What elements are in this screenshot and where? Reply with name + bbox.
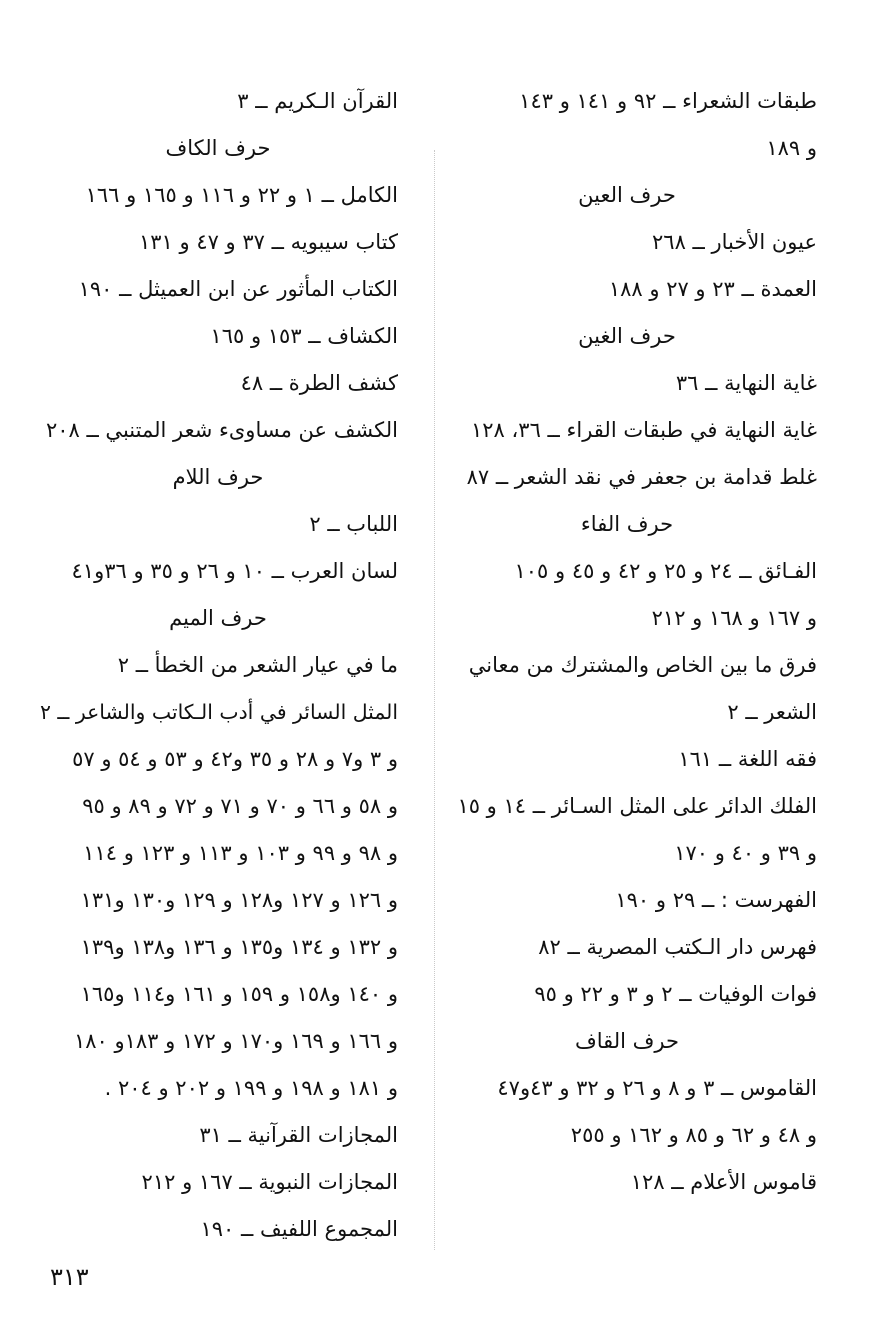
left-entry-continuation: و ٩٨ و ٩٩ و ١٠٣ و ١١٣ و ١٢٣ و ١١٤: [83, 841, 398, 865]
left-index-entry: القرآن الـكريم ــ ٣: [237, 89, 398, 113]
left-section-heading: حرف اللام: [172, 465, 264, 489]
left-entry-continuation: و ١٨١ و ١٩٨ و ١٩٩ و ٢٠٢ و ٢٠٤ .: [104, 1076, 398, 1100]
right-entry-continuation: و ١٨٩: [766, 136, 817, 160]
left-index-entry: المجازات النبوية ــ ١٦٧ و ٢١٢: [141, 1170, 398, 1194]
right-index-entry: قاموس الأعلام ــ ١٢٨: [630, 1170, 817, 1194]
right-index-entry: الفـائق ــ ٢٤ و ٢٥ و ٤٢ و ٤٥ و ١٠٥: [514, 559, 817, 583]
right-index-entry: غاية النهاية ــ ٣٦: [675, 371, 817, 395]
left-section-heading: حرف الكاف: [165, 136, 271, 160]
right-index-entry: الفلك الدائر على المثل السـائر ــ ١٤ و ١٥: [457, 794, 817, 818]
right-entry-continuation: و ١٦٧ و ١٦٨ و ٢١٢: [651, 606, 817, 630]
left-column: [38, 78, 398, 1253]
left-index-entry: لسان العرب ــ ١٠ و ٢٦ و ٣٥ و ٣٦و٤١: [71, 559, 398, 583]
right-index-entry: فقه اللغة ــ ١٦١: [678, 747, 817, 771]
left-index-entry: الكامل ــ ١ و ٢٢ و ١١٦ و ١٦٥ و ١٦٦: [85, 183, 398, 207]
left-index-entry: الكشاف ــ ١٥٣ و ١٦٥: [210, 324, 398, 348]
left-index-entry: المثل السائر في أدب الـكاتب والشاعر ــ ٢: [40, 700, 398, 724]
left-entry-continuation: و ١٦٦ و ١٦٩ و١٧٠ و ١٧٢ و ١٨٣و ١٨٠: [73, 1029, 398, 1053]
right-column: [437, 78, 817, 1206]
right-entry-continuation: و ٣٩ و ٤٠ و ١٧٠: [674, 841, 817, 865]
right-index-entry: غلط قدامة بن جعفر في نقد الشعر ــ ٨٧: [466, 465, 817, 489]
left-index-entry: الكشف عن مساوىء شعر المتنبي ــ ٢٠٨: [45, 418, 398, 442]
right-section-heading: حرف العين: [578, 183, 676, 207]
right-index-entry: العمدة ــ ٢٣ و ٢٧ و ١٨٨: [608, 277, 817, 301]
right-index-entry: غاية النهاية في طبقات القراء ــ ٣٦، ١٢٨: [471, 418, 817, 442]
left-section-heading: حرف الميم: [169, 606, 267, 630]
right-index-entry: فوات الوفيات ــ ٢ و ٣ و ٢٢ و ٩٥: [534, 982, 817, 1006]
left-entry-continuation: و ٥٨ و ٦٦ و ٧٠ و ٧١ و ٧٢ و ٨٩ و ٩٥: [82, 794, 398, 818]
left-index-entry: كشف الطرة ــ ٤٨: [240, 371, 398, 395]
right-index-entry: عيون الأخبار ــ ٢٦٨: [652, 230, 817, 254]
left-entry-continuation: و ١٢٦ و ١٢٧ و١٢٨ و ١٢٩ و١٣٠ و١٣١: [80, 888, 398, 912]
left-index-entry: اللباب ــ ٢: [309, 512, 398, 536]
left-entry-continuation: و ١٣٢ و ١٣٤ و١٣٥ و ١٣٦ و١٣٨ و١٣٩: [80, 935, 398, 959]
right-entry-continuation: الشعر ــ ٢: [727, 700, 817, 724]
right-index-entry: القاموس ــ ٣ و ٨ و ٢٦ و ٣٢ و ٤٣و٤٧: [497, 1076, 817, 1100]
right-index-entry: الفهرست : ــ ٢٩ و ١٩٠: [615, 888, 817, 912]
left-entry-continuation: و ١٤٠ و١٥٨ و ١٥٩ و ١٦١ و١١٤ و١٦٥: [80, 982, 398, 1006]
column-divider: [434, 150, 435, 1250]
left-index-entry: الكتاب المأثور عن ابن العميثل ــ ١٩٠: [78, 277, 398, 301]
left-entry-continuation: و ٣ و٧ و ٢٨ و ٣٥ و٤٢ و ٥٣ و ٥٤ و ٥٧: [72, 747, 398, 771]
left-index-entry: المجموع اللفيف ــ ١٩٠: [200, 1217, 398, 1241]
left-index-entry: ما في عيار الشعر من الخطأ ــ ٢: [117, 653, 398, 677]
right-section-heading: حرف القاف: [574, 1029, 680, 1053]
right-section-heading: حرف الغين: [578, 324, 676, 348]
right-section-heading: حرف الفاء: [580, 512, 674, 536]
page-number: ٣١٣: [50, 1263, 89, 1291]
right-entry-continuation: و ٤٨ و ٦٢ و ٨٥ و ١٦٢ و ٢٥٥: [570, 1123, 817, 1147]
right-index-entry: طبقات الشعراء ــ ٩٢ و ١٤١ و ١٤٣: [519, 89, 817, 113]
right-index-entry: فهرس دار الـكتب المصرية ــ ٨٢: [538, 935, 817, 959]
right-index-entry: فرق ما بين الخاص والمشترك من معاني: [468, 653, 817, 677]
left-index-entry: المجازات القرآنية ــ ٣١: [199, 1123, 398, 1147]
left-index-entry: كتاب سيبويه ــ ٣٧ و ٤٧ و ١٣١: [138, 230, 398, 254]
